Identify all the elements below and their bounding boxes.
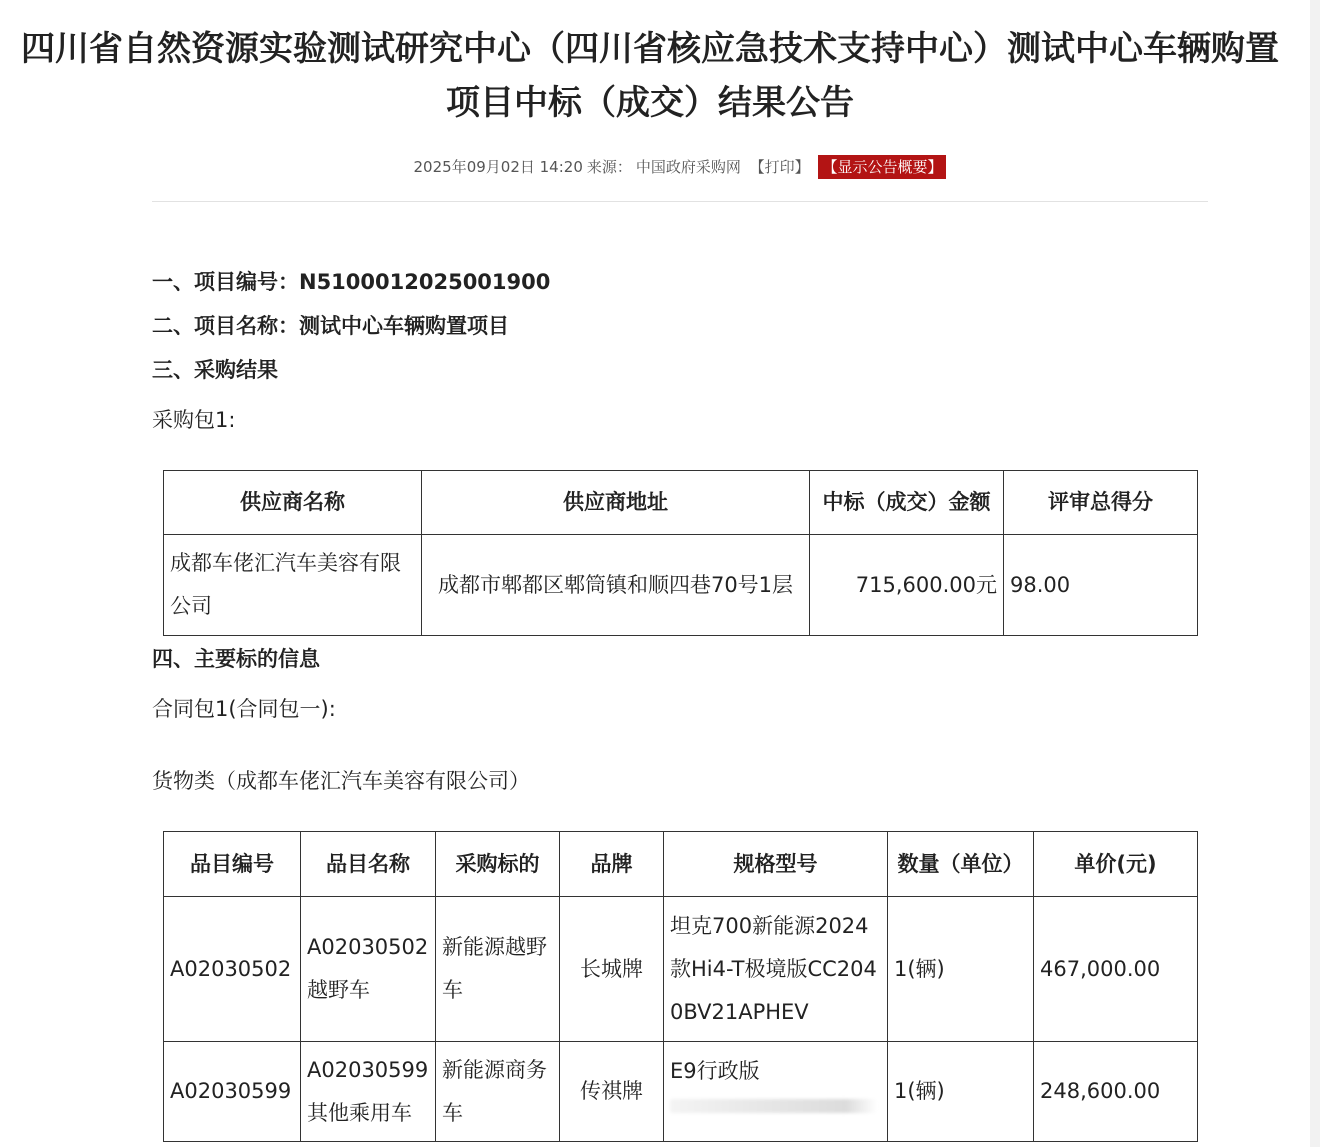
meta-bar	[152, 154, 1208, 180]
project-name: 二、项目名称：测试中心车辆购置项目	[152, 314, 509, 338]
header-unit-price: 单价(元)	[1034, 832, 1198, 897]
items-table	[163, 831, 1198, 1142]
table-row	[164, 535, 1198, 636]
supplier-name: 成都车佬汇汽车美容有限公司	[164, 535, 422, 636]
supplier-address: 成都市郫都区郫筒镇和顺四巷70号1层	[422, 535, 810, 636]
item-brand: 传祺牌	[560, 1042, 664, 1142]
table-row	[164, 1042, 1198, 1142]
item-spec: 坦克700新能源2024款Hi4-T极境版CC2040BV21APHEV	[664, 897, 888, 1042]
item-brand: 长城牌	[560, 897, 664, 1042]
show-summary-button[interactable]: 【显示公告概要】	[818, 155, 946, 179]
blurred-spec-overlay	[670, 1099, 877, 1113]
scrollbar-track[interactable]	[1310, 0, 1320, 1147]
result-heading: 三、采购结果	[152, 358, 278, 382]
page-title: 四川省自然资源实验测试研究中心（四川省核应急技术支持中心）测试中心车辆购置项目中标（成交）结果公告	[21, 29, 1279, 123]
header-item-name: 品目名称	[301, 832, 436, 897]
header-bid-amount: 中标（成交）金额	[810, 471, 1004, 535]
supplier-table-header	[164, 471, 1198, 535]
total-score: 98.00	[1004, 535, 1198, 636]
package-label: 采购包1:	[152, 408, 236, 432]
item-quantity: 1(辆)	[888, 897, 1034, 1042]
item-quantity: 1(辆)	[888, 1042, 1034, 1142]
header-quantity: 数量（单位）	[888, 832, 1034, 897]
header-divider	[152, 201, 1208, 202]
item-code: A02030502	[164, 897, 301, 1042]
header-subject: 采购标的	[436, 832, 560, 897]
main-info-heading: 四、主要标的信息	[152, 647, 320, 671]
item-subject: 新能源越野车	[436, 897, 560, 1042]
item-spec: E9行政版	[670, 1059, 760, 1083]
items-table-header	[164, 832, 1198, 897]
header-total-score: 评审总得分	[1004, 471, 1198, 535]
item-subject: 新能源商务车	[436, 1042, 560, 1142]
header-supplier-name: 供应商名称	[164, 471, 422, 535]
item-unit-price: 248,600.00	[1034, 1042, 1198, 1142]
project-number: 一、项目编号：N5100012025001900	[152, 270, 551, 294]
print-button[interactable]: 【打印】	[749, 158, 810, 176]
item-name: A02030502越野车	[301, 897, 436, 1042]
header-item-code: 品目编号	[164, 832, 301, 897]
supplier-table	[163, 470, 1198, 636]
contract-label: 合同包1(合同包一):	[152, 697, 336, 721]
item-name: A02030599其他乘用车	[301, 1042, 436, 1142]
goods-label: 货物类（成都车佬汇汽车美容有限公司）	[152, 769, 530, 793]
item-spec-cell	[664, 1042, 888, 1142]
source-name: 中国政府采购网	[635, 158, 741, 176]
item-code: A02030599	[164, 1042, 301, 1142]
header-supplier-address: 供应商地址	[422, 471, 810, 535]
source-label: 来源：	[586, 158, 632, 176]
header-brand: 品牌	[560, 832, 664, 897]
publish-datetime: 2025年09月02日 14:20	[413, 158, 583, 176]
bid-amount: 715,600.00元	[810, 535, 1004, 636]
table-row	[164, 897, 1198, 1042]
header-spec: 规格型号	[664, 832, 888, 897]
item-unit-price: 467,000.00	[1034, 897, 1198, 1042]
